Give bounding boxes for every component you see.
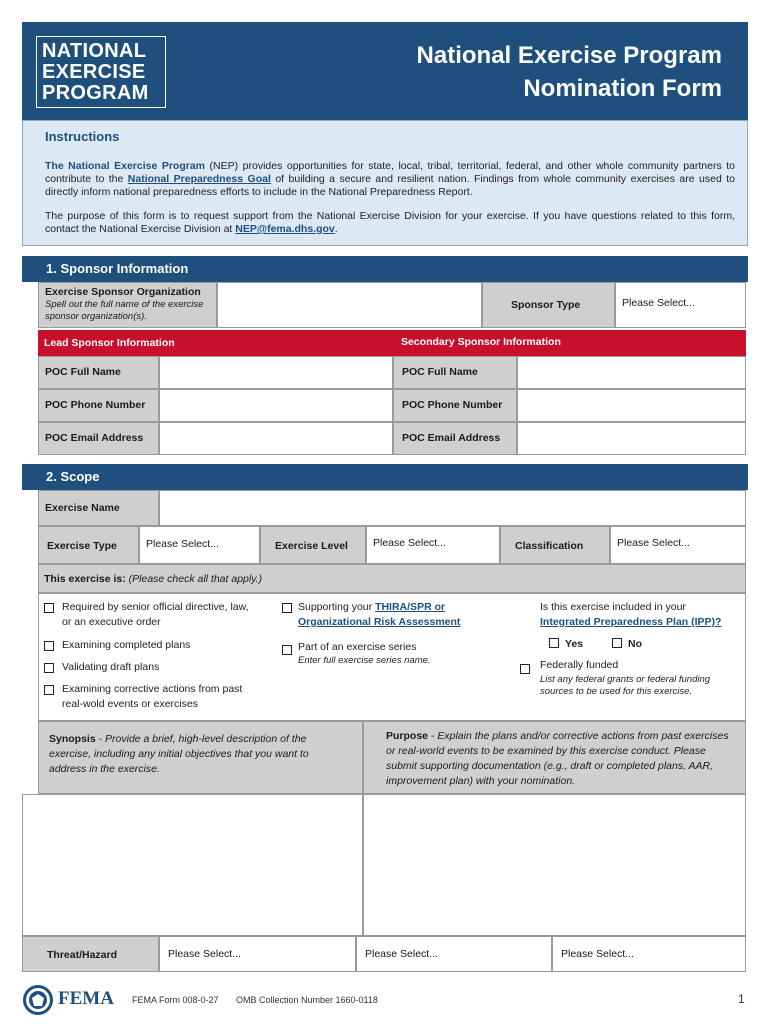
text: . [334,223,338,235]
classification-value: Please Select... [617,537,690,549]
form-title-line2: Nomination Form [523,75,722,102]
purpose-label: Purpose [386,730,429,742]
threat-hazard-select-2[interactable] [356,936,552,972]
sponsor-type-label: Sponsor Type [511,299,581,311]
synopsis-label-cell [38,721,363,794]
secondary-sponsor-header: Secondary Sponsor Information [393,330,746,356]
corrective-actions-checkbox[interactable] [44,685,54,695]
checklist-item-completed-plans [44,638,259,653]
completed-plans-checkbox[interactable] [44,641,54,651]
checklist-item-draft-plans [44,660,259,675]
sponsor-org-label-cell [38,282,217,328]
federal-funding-hint: List any federal grants or federal funding sources to be used for this exercise. [540,674,711,697]
draft-plans-text: Validating draft plans [62,661,160,673]
exercise-name-label: Exercise Name [45,502,120,514]
federal-funding-checkbox[interactable] [520,664,530,674]
checklist-item-federal-funding [520,658,745,698]
form-title-line1: National Exercise Program [416,42,722,69]
classification-label: Classification [515,540,584,552]
exercise-type-value: Please Select... [146,538,219,550]
ipp-no-option [612,637,642,652]
series-hint: Enter full exercise series name. [298,655,431,666]
lead-poc-phone-input[interactable] [159,389,393,422]
draft-plans-checkbox[interactable] [44,663,54,673]
text: (NEP) provides opportunities for state, local, tribal, territorial, federal, and other whole community partners to contribute to the [45,160,735,185]
secondary-poc-email-input[interactable] [517,422,746,455]
checklist-item-thira [282,600,497,630]
logo-line: EXERCISE [42,61,146,83]
purpose-textarea[interactable] [363,794,746,936]
exercise-type-label-cell [38,526,139,564]
page-number: 1 [738,992,745,1006]
series-checkbox[interactable] [282,645,292,655]
lead-sponsor-header: Lead Sponsor Information [38,330,393,356]
logo-line: PROGRAM [42,82,149,104]
thira-checkbox[interactable] [282,603,292,613]
ipp-question-text: Is this exercise included in your [540,601,686,613]
exercise-level-label-cell [260,526,366,564]
checklist-item-series [282,640,497,667]
exercise-level-value: Please Select... [373,537,446,549]
threat-hazard-value-2: Please Select... [365,948,438,960]
secondary-poc-name-label [393,356,517,389]
synopsis-textarea[interactable] [22,794,363,936]
checklist-item-directive [44,600,259,630]
check-all-hint: (Please check all that apply.) [128,573,263,585]
logo-line: NATIONAL [42,40,147,62]
series-label: Part of an exercise series [298,641,417,653]
threat-hazard-select-3[interactable] [552,936,746,972]
national-preparedness-goal-link[interactable]: National Preparedness Goal [127,173,271,185]
instructions-paragraph-1 [45,160,735,199]
thira-link[interactable]: THIRA/SPR or Organizational Risk Assessment [298,601,461,628]
exercise-level-select[interactable] [366,526,500,564]
page-footer [0,980,770,1024]
ipp-question [540,600,745,630]
nep-name: The National Exercise Program [45,160,206,172]
lead-poc-name-text: POC Full Name [45,366,121,378]
form-number: FEMA Form 008-0-27 [132,995,219,1005]
secondary-poc-phone-label [393,389,517,422]
dhs-seal-icon [22,984,54,1016]
nep-logo [36,36,166,108]
threat-hazard-label: Threat/Hazard [47,949,118,961]
ipp-yes-checkbox[interactable] [549,638,559,648]
thira-prefix: Supporting your [298,601,376,613]
this-exercise-is-row [38,564,746,593]
secondary-poc-name-text: POC Full Name [402,366,478,378]
secondary-poc-phone-text: POC Phone Number [402,399,503,411]
sponsor-org-hint: Spell out the full name of the exercise sponsor organization(s). [45,299,204,322]
nep-email-link[interactable]: NEP@fema.dhs.gov [235,223,335,235]
instructions-paragraph-2 [45,210,735,236]
fema-wordmark: FEMA [58,988,114,1009]
lead-poc-email-label [38,422,159,455]
exercise-level-label: Exercise Level [275,540,348,552]
synopsis-instructions: - Provide a brief, high-level description of the exercise, including any initial objectives that you want to address in the exercise. [49,733,309,775]
lead-poc-phone-text: POC Phone Number [45,399,146,411]
lead-poc-email-input[interactable] [159,422,393,455]
secondary-poc-name-input[interactable] [517,356,746,389]
ipp-link[interactable]: Integrated Preparedness Plan (IPP)? [540,616,722,628]
ipp-no-checkbox[interactable] [612,638,622,648]
sponsor-type-label-cell [482,282,615,328]
checklist-item-corrective-actions [44,682,259,712]
this-exercise-is-label: This exercise is: [44,573,126,585]
purpose-instructions: - Explain the plans and/or corrective actions from past exercises or real-world events to be examined by this exercise conduct. Please submit supporting documentation (e.g., draft or completed plans, AAR, improvement plan) with your nomination. [386,730,729,787]
scope-section-title: 2. Scope [22,464,748,490]
threat-hazard-value-1: Please Select... [168,948,241,960]
instructions-panel [22,120,748,246]
thira-text [282,600,497,630]
text: of building a secure and resilient nation. Findings from whole community exercises are used to directly inform national preparedness efforts to include in the National Preparedness Report. [45,173,735,198]
text: The purpose of this form is to request support from the National Exercise Division for your exercise. If you have questions related to this form, contact the National Exercise Division at [45,210,735,235]
purpose-label-cell [363,721,746,794]
sponsor-section-title: 1. Sponsor Information [22,256,748,282]
completed-plans-text: Examining completed plans [62,639,191,651]
form-title [417,40,722,106]
lead-poc-name-label [38,356,159,389]
exercise-name-input[interactable] [159,490,746,526]
ipp-yes-option [549,637,583,652]
sponsor-org-input[interactable] [217,282,482,328]
directive-text: Required by senior official directive, law, or an executive order [62,601,249,628]
corrective-actions-text: Examining corrective actions from past real-wold events or exercises [62,683,243,710]
lead-poc-email-text: POC Email Address [45,432,144,444]
threat-hazard-label-cell [22,936,159,972]
sponsor-org-label: Exercise Sponsor Organization [45,286,201,298]
exercise-name-label-cell [38,490,159,526]
ipp-yes-label: Yes [565,638,584,650]
sponsor-type-select[interactable] [615,282,746,328]
synopsis-label: Synopsis [49,733,96,745]
lead-poc-phone-label [38,389,159,422]
form-header [22,22,748,120]
secondary-poc-email-label [393,422,517,455]
secondary-poc-email-text: POC Email Address [402,432,501,444]
threat-hazard-value-3: Please Select... [561,948,634,960]
threat-hazard-select-1[interactable] [159,936,356,972]
directive-checkbox[interactable] [44,603,54,613]
federal-funding-label: Federally funded [540,659,619,671]
exercise-type-label: Exercise Type [47,540,117,552]
instructions-heading: Instructions [45,129,120,144]
lead-poc-name-input[interactable] [159,356,393,389]
ipp-no-label: No [628,638,642,650]
sponsor-type-value: Please Select... [622,297,695,309]
exercise-type-select[interactable] [139,526,260,564]
omb-number: OMB Collection Number 1660-0118 [236,995,378,1005]
classification-label-cell [500,526,610,564]
classification-select[interactable] [610,526,746,564]
secondary-poc-phone-input[interactable] [517,389,746,422]
